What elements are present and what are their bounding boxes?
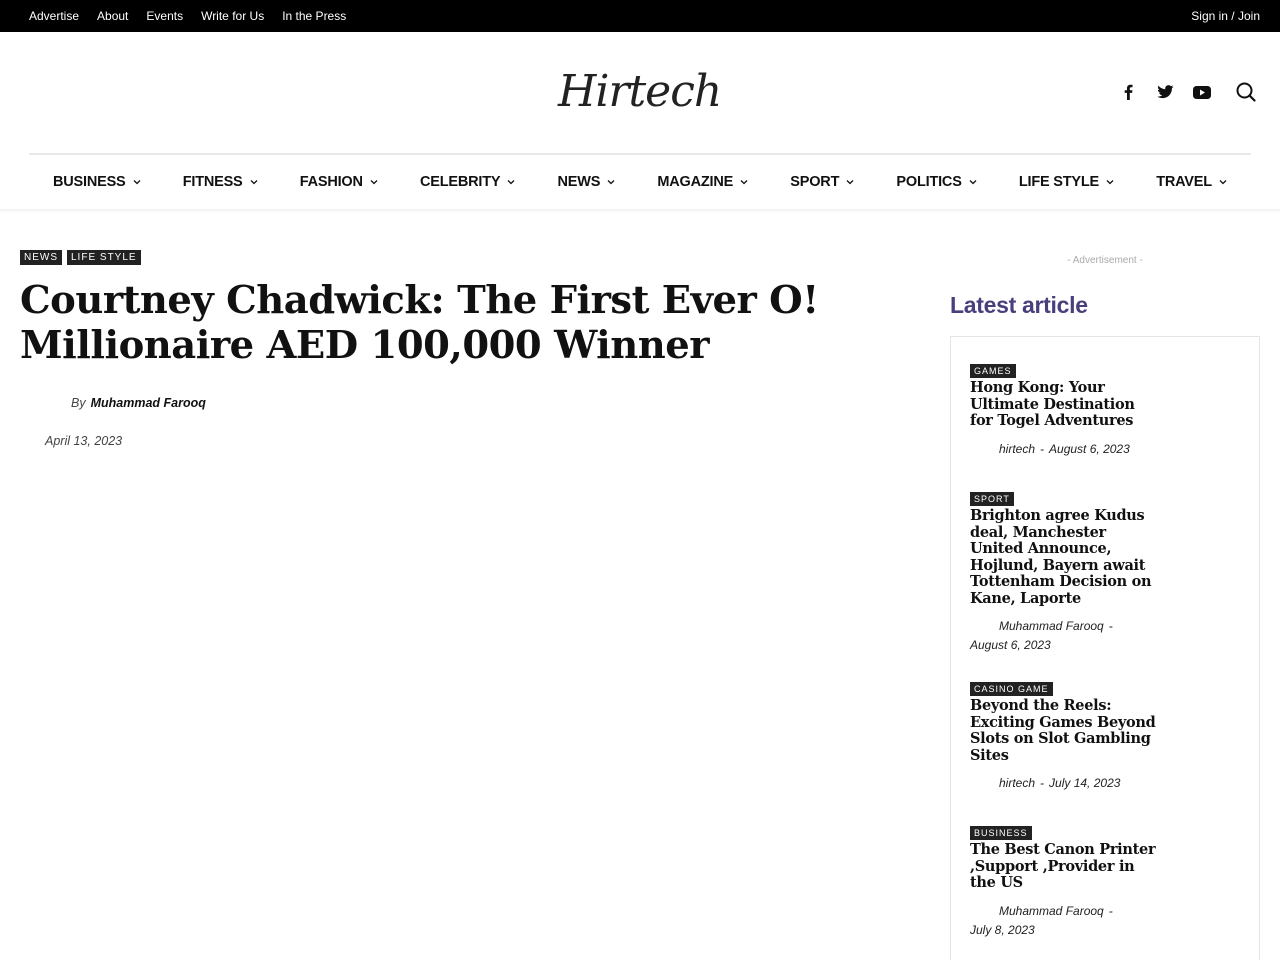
nav-item-celebrity[interactable] xyxy=(420,174,515,190)
post-meta xyxy=(970,440,1160,459)
youtube-icon[interactable] xyxy=(1190,80,1214,104)
top-link-events[interactable]: Events xyxy=(146,9,184,23)
nav-item-business[interactable] xyxy=(53,174,141,190)
chevron-down-icon xyxy=(740,178,748,186)
post-tag[interactable]: CASINO GAME xyxy=(970,682,1053,696)
chevron-down-icon xyxy=(250,178,258,186)
meta-separator: - xyxy=(1108,903,1113,918)
post-author[interactable]: Muhammad Farooq xyxy=(999,903,1104,918)
chevron-down-icon xyxy=(846,178,854,186)
main-nav xyxy=(29,155,1251,209)
meta-separator: - xyxy=(1108,619,1113,633)
article-title: Courtney Chadwick: The First Ever O! Millionaire AED 100,000 Winner xyxy=(20,278,819,368)
avatar[interactable] xyxy=(45,392,67,414)
nav-item-sport[interactable] xyxy=(790,174,854,190)
social-links xyxy=(1103,80,1258,104)
post-tag[interactable]: SPORT xyxy=(970,492,1014,506)
byline-by: By xyxy=(71,396,86,410)
post-author[interactable]: hirtech xyxy=(999,776,1036,790)
article-date: April 13, 2023 xyxy=(45,434,123,448)
chevron-down-icon xyxy=(507,178,515,186)
nav-item-life-style[interactable] xyxy=(1019,174,1114,190)
top-link-write-for-us[interactable]: Write for Us xyxy=(201,9,265,23)
nav-item-label: NEWS xyxy=(557,174,601,190)
post-meta xyxy=(970,902,1160,940)
post-tag[interactable]: GAMES xyxy=(970,364,1016,378)
chevron-down-icon xyxy=(1219,178,1227,186)
nav-item-label: BUSINESS xyxy=(53,174,126,190)
post-tag[interactable]: BUSINESS xyxy=(970,826,1032,840)
signin-link[interactable]: Sign in / Join xyxy=(1191,9,1260,23)
list-item xyxy=(970,361,1160,459)
post-title[interactable]: The Best Canon Printer ,Support ,Provider in the US xyxy=(970,841,1156,891)
nav-item-label: CELEBRITY xyxy=(419,174,501,190)
post-title[interactable]: Hong Kong: Your Ultimate Destination for Togel Adventures xyxy=(970,379,1135,429)
nav-item-fitness[interactable] xyxy=(183,174,258,190)
nav-item-travel[interactable] xyxy=(1156,174,1227,190)
site-logo[interactable]: Hirtech xyxy=(558,66,722,117)
author-link[interactable]: Muhammad Farooq xyxy=(90,396,206,410)
article-tags xyxy=(20,250,146,265)
chevron-down-icon xyxy=(1106,178,1114,186)
meta-separator: - xyxy=(1040,776,1045,790)
nav-item-politics[interactable] xyxy=(896,174,976,190)
meta-separator: - xyxy=(1040,441,1045,456)
search-icon[interactable] xyxy=(1234,80,1258,104)
top-link-advertise[interactable]: Advertise xyxy=(29,9,80,23)
list-item xyxy=(970,489,1160,655)
post-author[interactable]: Muhammad Farooq xyxy=(999,619,1104,633)
top-links xyxy=(29,0,364,32)
byline xyxy=(45,392,206,414)
nav-item-magazine[interactable] xyxy=(657,174,748,190)
chevron-down-icon xyxy=(607,178,615,186)
nav-item-label: FASHION xyxy=(299,174,363,190)
tag-news[interactable]: NEWS xyxy=(20,250,62,265)
chevron-down-icon xyxy=(969,178,977,186)
nav-item-label: TRAVEL xyxy=(1156,174,1212,190)
post-meta xyxy=(970,617,1160,655)
post-author[interactable]: hirtech xyxy=(999,441,1036,456)
nav-item-fashion[interactable] xyxy=(300,174,378,190)
list-item xyxy=(970,823,1160,940)
chevron-down-icon xyxy=(370,178,378,186)
post-title[interactable]: Beyond the Reels: Exciting Games Beyond Slots on Slot Gambling Sites xyxy=(970,697,1156,764)
tag-life-style[interactable]: LIFE STYLE xyxy=(67,250,141,265)
chevron-down-icon xyxy=(133,178,141,186)
post-date: July 8, 2023 xyxy=(970,922,1035,937)
post-meta xyxy=(970,774,1160,793)
advertisement-label: - Advertisement - xyxy=(1067,255,1143,266)
top-link-about[interactable]: About xyxy=(97,9,129,23)
nav-item-label: POLITICS xyxy=(896,174,962,190)
nav-item-label: SPORT xyxy=(790,174,840,190)
post-date: August 6, 2023 xyxy=(1049,441,1130,456)
top-bar xyxy=(0,0,1280,32)
post-date: July 14, 2023 xyxy=(1049,776,1121,790)
list-item xyxy=(970,679,1160,793)
facebook-icon[interactable] xyxy=(1116,80,1140,104)
post-title[interactable]: Brighton agree Kudus deal, Manchester United Announce, Hojlund, Bayern await Tottenham Decision on Kane, Laporte xyxy=(970,507,1152,607)
nav-item-news[interactable] xyxy=(558,174,616,190)
nav-item-label: MAGAZINE xyxy=(657,174,734,190)
top-link-in-the-press[interactable]: In the Press xyxy=(282,9,347,23)
post-date: August 6, 2023 xyxy=(970,638,1051,652)
nav-item-label: LIFE STYLE xyxy=(1018,174,1100,190)
latest-article-heading: Latest article xyxy=(950,292,1088,318)
nav-item-label: FITNESS xyxy=(182,174,243,190)
nav-shadow xyxy=(0,209,1280,213)
twitter-icon[interactable] xyxy=(1153,80,1177,104)
